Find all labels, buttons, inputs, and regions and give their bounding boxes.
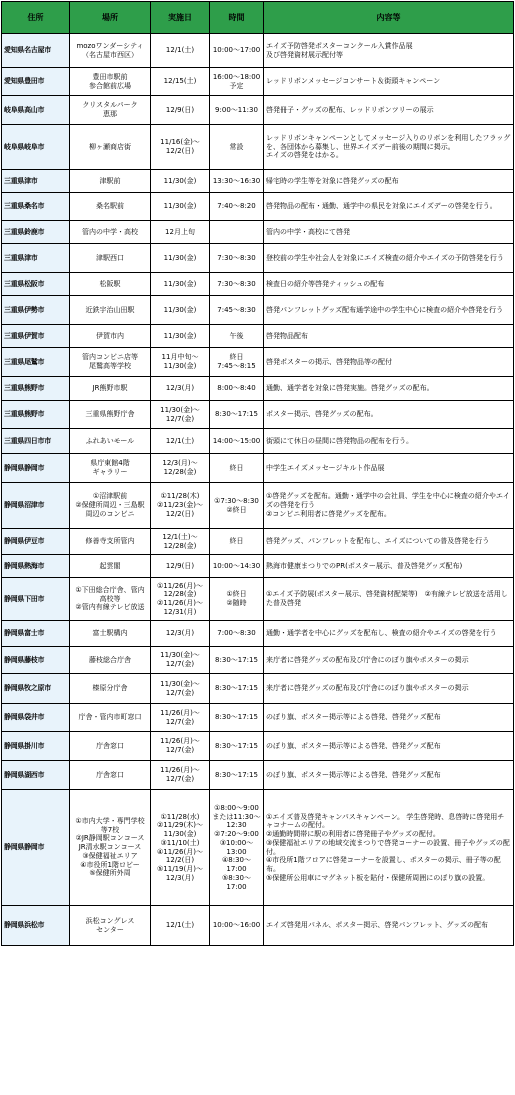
cell-content: 啓発グッズ、パンフレットを配布し、エイズについての普及啓発を行う <box>264 529 514 555</box>
cell-content: ①エイズ普及啓発キャンパスキャンペーン。 学生啓発時、息啓時に啓発用チャコナームの配付。 ②通勤時間帯に駅の利用者に啓発冊子やグッズの配付。 ③保健福祉エリアの地域交流まつりで啓発コーナーの設置、冊子やグッズの配付。 ④市役所1階フロアに啓発コーナーを設置し、ポスターの掲示、冊子等の配布。 ⑤保健所公用車にマグネット板を貼付・保健所周囲にのぼり旗の設置。 <box>264 790 514 906</box>
cell-pref: 静岡県浜松市 <box>2 906 70 946</box>
cell-time: 8:30～17:15 <box>210 401 264 429</box>
cell-date: 11/30(金) <box>151 170 210 193</box>
cell-time: ①7:30～8:30 ②終日 <box>210 483 264 529</box>
table-row <box>2 193 514 221</box>
cell-place: 管内コンビニ店等 尾鷲高等学校 <box>70 348 151 377</box>
cell-pref: 岐阜県岐阜市 <box>2 125 70 170</box>
cell-date: 12/9(日) <box>151 555 210 578</box>
cell-pref: 三重県熊野市 <box>2 401 70 429</box>
cell-pref: 三重県鈴鹿市 <box>2 221 70 244</box>
cell-content: 検査日の紹介等啓発ティッシュの配布 <box>264 273 514 296</box>
table-row <box>2 348 514 377</box>
cell-date: 11月中旬～ 11/30(金) <box>151 348 210 377</box>
header-date: 実施日 <box>151 2 210 34</box>
cell-content: 登校前の学生や社会人を対象にエイズ検査の紹介やエイズの予防啓発を行う <box>264 244 514 273</box>
cell-date: 11/30(金) <box>151 244 210 273</box>
cell-date: 11/30(金) <box>151 325 210 348</box>
cell-time: 10:00～14:30 <box>210 555 264 578</box>
table-row <box>2 906 514 946</box>
cell-time: 8:30～17:15 <box>210 732 264 761</box>
cell-date: ①11/28(木) ②11/23(金)～ 12/2(日) <box>151 483 210 529</box>
cell-pref: 静岡県伊豆市 <box>2 529 70 555</box>
cell-place: 管内の中学・高校 <box>70 221 151 244</box>
cell-pref: 三重県四日市市 <box>2 429 70 454</box>
table-row <box>2 732 514 761</box>
cell-time: 9:00～11:30 <box>210 96 264 125</box>
cell-date: 11/30(金)～ 12/7(金) <box>151 401 210 429</box>
cell-time: 8:30～17:15 <box>210 761 264 790</box>
cell-date: 12月上旬 <box>151 221 210 244</box>
cell-time: 7:45～8:30 <box>210 296 264 325</box>
cell-content: 管内の中学・高校にて啓発 <box>264 221 514 244</box>
cell-time: 8:00～8:40 <box>210 377 264 401</box>
cell-content: 通勤、通学者を対象に啓発実施。啓発グッズの配布。 <box>264 377 514 401</box>
cell-place: 庁舎・管内市町窓口 <box>70 704 151 732</box>
cell-date: 12/3(月) <box>151 377 210 401</box>
table-row <box>2 578 514 621</box>
cell-place: 浜松コングレス センター <box>70 906 151 946</box>
cell-place: 近鉄宇治山田駅 <box>70 296 151 325</box>
header-time: 時間 <box>210 2 264 34</box>
cell-pref: 静岡県掛川市 <box>2 732 70 761</box>
cell-pref: 三重県伊勢市 <box>2 296 70 325</box>
cell-place: ①沼津駅前 ②保健所周辺・三島駅周辺のコンビニ <box>70 483 151 529</box>
cell-content: ポスター掲示、啓発グッズの配布。 <box>264 401 514 429</box>
cell-time: 16:00～18:00 予定 <box>210 68 264 96</box>
cell-content: 街頭にて休日の昼間に啓発物品の配布を行う。 <box>264 429 514 454</box>
cell-time: 7:00～8:30 <box>210 621 264 647</box>
cell-pref: 岐阜県高山市 <box>2 96 70 125</box>
cell-place: mozoワンダーシティ （名古屋市西区） <box>70 34 151 68</box>
cell-pref: 三重県桑名市 <box>2 193 70 221</box>
table-row <box>2 401 514 429</box>
cell-place: 榛原分庁舎 <box>70 674 151 704</box>
cell-date: 12/1(土) <box>151 906 210 946</box>
table-row <box>2 483 514 529</box>
cell-time: 13:30～16:30 <box>210 170 264 193</box>
cell-pref: 三重県伊賀市 <box>2 325 70 348</box>
cell-content: ①啓発グッズを配布。通勤・通学中の会社員、学生を中心に検査の紹介やエイズの啓発を行う ②コンビニ利用者に啓発グッズを配布。 <box>264 483 514 529</box>
cell-place: ふれあいモール <box>70 429 151 454</box>
table-row <box>2 273 514 296</box>
events-table <box>1 1 514 946</box>
cell-pref: 静岡県藤枝市 <box>2 647 70 674</box>
cell-pref: 静岡県熱海市 <box>2 555 70 578</box>
table-row <box>2 761 514 790</box>
header-content: 内容等 <box>264 2 514 34</box>
table-body <box>2 34 514 946</box>
cell-date: 12/1(土)～ 12/28(金) <box>151 529 210 555</box>
table-row <box>2 96 514 125</box>
cell-time: 終日 7:45～8:15 <box>210 348 264 377</box>
cell-content: のぼり旗、ポスター掲示等による啓発、啓発グッズ配布 <box>264 732 514 761</box>
cell-time: 7:30～8:30 <box>210 244 264 273</box>
cell-time: 7:30～8:30 <box>210 273 264 296</box>
cell-place: 津駅西口 <box>70 244 151 273</box>
cell-pref: 愛知県豊田市 <box>2 68 70 96</box>
cell-content: レッドリボンキャンペーンとしてメッセージ入りのリボンを利用したフラッグを、各団体から募集し、世界エイズデー前後の期間に掲示。 エイズの啓発をはかる。 <box>264 125 514 170</box>
cell-time: 午後 <box>210 325 264 348</box>
cell-date: 11/26(月)～ 12/7(金) <box>151 761 210 790</box>
cell-place: ①市内大学・専門学校等7校 ②JR静岡駅コンコース JR清水駅コンコース ③保健福祉エリア ④市役所1階ロビー ⑤保健所外周 <box>70 790 151 906</box>
table-row <box>2 429 514 454</box>
cell-pref: 三重県尾鷲市 <box>2 348 70 377</box>
cell-place: 県庁東館4階 ギャラリー <box>70 454 151 483</box>
cell-date: 11/26(月)～ 12/7(金) <box>151 732 210 761</box>
cell-place: 庁舎窓口 <box>70 761 151 790</box>
cell-date: 12/3(月)～ 12/28(金) <box>151 454 210 483</box>
cell-date: 11/26(月)～ 12/7(金) <box>151 704 210 732</box>
cell-content: 熱海市健康まつりでのPR(ポスター展示、普及啓発グッズ配布) <box>264 555 514 578</box>
table-row <box>2 647 514 674</box>
table-row <box>2 68 514 96</box>
cell-content: 帰宅時の学生等を対象に啓発グッズの配布 <box>264 170 514 193</box>
cell-content: エイズ啓発用パネル、ポスター掲示、啓発パンフレット、グッズの配布 <box>264 906 514 946</box>
table-row <box>2 325 514 348</box>
cell-content: 啓発ポスターの掲示、啓発物品等の配付 <box>264 348 514 377</box>
cell-time: 7:40～8:20 <box>210 193 264 221</box>
cell-date: ①11/26(月)～ 12/28(金) ②11/26(月)～ 12/31(月) <box>151 578 210 621</box>
cell-pref: 静岡県沼津市 <box>2 483 70 529</box>
cell-date: 11/30(金) <box>151 296 210 325</box>
cell-pref: 静岡県静岡市 <box>2 454 70 483</box>
cell-place: 柳ヶ瀬商店街 <box>70 125 151 170</box>
table-row <box>2 377 514 401</box>
cell-date: 12/1(土) <box>151 429 210 454</box>
cell-content: ①エイズ予防展(ポスター展示、啓発資材配架等) ②有線テレビ放送を活用した普及啓発 <box>264 578 514 621</box>
table-row <box>2 170 514 193</box>
cell-content: エイズ予防啓発ポスターコンクール入賞作品展 及び啓発資材展示配付等 <box>264 34 514 68</box>
table-row <box>2 790 514 906</box>
table-row <box>2 555 514 578</box>
cell-pref: 静岡県富士市 <box>2 621 70 647</box>
table-row <box>2 221 514 244</box>
cell-time <box>210 221 264 244</box>
cell-place: 松阪駅 <box>70 273 151 296</box>
cell-content: 啓発パンフレットグッズ配布通学途中の学生中心に検査の紹介や啓発を行う <box>264 296 514 325</box>
cell-content: 来庁者に啓発グッズの配布及び庁舎にのぼり旗やポスターの掲示 <box>264 647 514 674</box>
cell-time: ①終日 ②随時 <box>210 578 264 621</box>
cell-date: 11/30(金) <box>151 193 210 221</box>
cell-content: のぼり旗、ポスター掲示等による啓発、啓発グッズ配布 <box>264 704 514 732</box>
cell-content: 来庁者に啓発グッズの配布及び庁舎にのぼり旗やポスターの掲示 <box>264 674 514 704</box>
table-row <box>2 454 514 483</box>
cell-time: 常設 <box>210 125 264 170</box>
cell-place: JR熊野市駅 <box>70 377 151 401</box>
cell-date: 11/30(金)～ 12/7(金) <box>151 647 210 674</box>
cell-time: 14:00～15:00 <box>210 429 264 454</box>
cell-place: 富士駅構内 <box>70 621 151 647</box>
cell-date: 12/3(月) <box>151 621 210 647</box>
cell-time: 8:30～17:15 <box>210 674 264 704</box>
cell-place: 藤枝総合庁舎 <box>70 647 151 674</box>
cell-date: 11/16(金)～ 12/2(日) <box>151 125 210 170</box>
table-row <box>2 621 514 647</box>
table-row <box>2 296 514 325</box>
cell-date: 11/30(金)～ 12/7(金) <box>151 674 210 704</box>
cell-pref: 愛知県名古屋市 <box>2 34 70 68</box>
cell-pref: 三重県熊野市 <box>2 377 70 401</box>
cell-time: 8:30～17:15 <box>210 647 264 674</box>
table-row <box>2 125 514 170</box>
cell-content: 啓発物品の配布・通勤、通学中の県民を対象にエイズデーの啓発を行う。 <box>264 193 514 221</box>
cell-content: 啓発物品配布 <box>264 325 514 348</box>
header-pref: 住所 <box>2 2 70 34</box>
cell-content: のぼり旗、ポスター掲示等による啓発、啓発グッズ配布 <box>264 761 514 790</box>
header-place: 場所 <box>70 2 151 34</box>
table-row <box>2 244 514 273</box>
cell-place: 津駅前 <box>70 170 151 193</box>
cell-pref: 静岡県下田市 <box>2 578 70 621</box>
cell-place: 庁舎窓口 <box>70 732 151 761</box>
cell-content: レッドリボンメッセージコンサート＆街頭キャンペーン <box>264 68 514 96</box>
cell-time: 10:00～17:00 <box>210 34 264 68</box>
cell-place: 起雲閣 <box>70 555 151 578</box>
cell-time: 終日 <box>210 529 264 555</box>
cell-pref: 三重県津市 <box>2 170 70 193</box>
cell-place: ①下田総合庁舎、管内高校等 ②管内有線テレビ放送 <box>70 578 151 621</box>
cell-place: 修善寺支所管内 <box>70 529 151 555</box>
cell-place: クリスタルパーク 恵那 <box>70 96 151 125</box>
cell-time: 終日 <box>210 454 264 483</box>
cell-pref: 三重県津市 <box>2 244 70 273</box>
header-row <box>2 2 514 34</box>
cell-pref: 三重県松阪市 <box>2 273 70 296</box>
cell-content: 啓発冊子・グッズの配布、レッドリボンツリーの展示 <box>264 96 514 125</box>
table-row <box>2 704 514 732</box>
cell-date: 12/9(日) <box>151 96 210 125</box>
cell-pref: 静岡県牧之原市 <box>2 674 70 704</box>
cell-place: 豊田市駅前 参合館前広場 <box>70 68 151 96</box>
cell-time: 8:30～17:15 <box>210 704 264 732</box>
cell-pref: 静岡県湖西市 <box>2 761 70 790</box>
table-row <box>2 529 514 555</box>
cell-date: 12/15(土) <box>151 68 210 96</box>
cell-date: 11/30(金) <box>151 273 210 296</box>
cell-time: ①8:00～9:00 または11:30～12:30 ②7:20～9:00 ③10:00～13:00 ④8:30～17:00 ⑤8:30～17:00 <box>210 790 264 906</box>
cell-pref: 静岡県静岡市 <box>2 790 70 906</box>
cell-time: 10:00～16:00 <box>210 906 264 946</box>
cell-content: 通勤・通学者を中心にグッズを配布し、検査の紹介やエイズの啓発を行う <box>264 621 514 647</box>
cell-pref: 静岡県袋井市 <box>2 704 70 732</box>
table-row <box>2 674 514 704</box>
cell-place: 伊賀市内 <box>70 325 151 348</box>
cell-place: 三重県熊野庁舎 <box>70 401 151 429</box>
cell-date: 12/1(土) <box>151 34 210 68</box>
cell-place: 桑名駅前 <box>70 193 151 221</box>
cell-content: 中学生エイズメッセージキルト作品展 <box>264 454 514 483</box>
table-row <box>2 34 514 68</box>
cell-date: ①11/28(水) ②11/29(木)～ 11/30(金) ③11/10(土) ④11/26(月)～ 12/2(日) ⑤11/19(月)～ 12/3(月) <box>151 790 210 906</box>
